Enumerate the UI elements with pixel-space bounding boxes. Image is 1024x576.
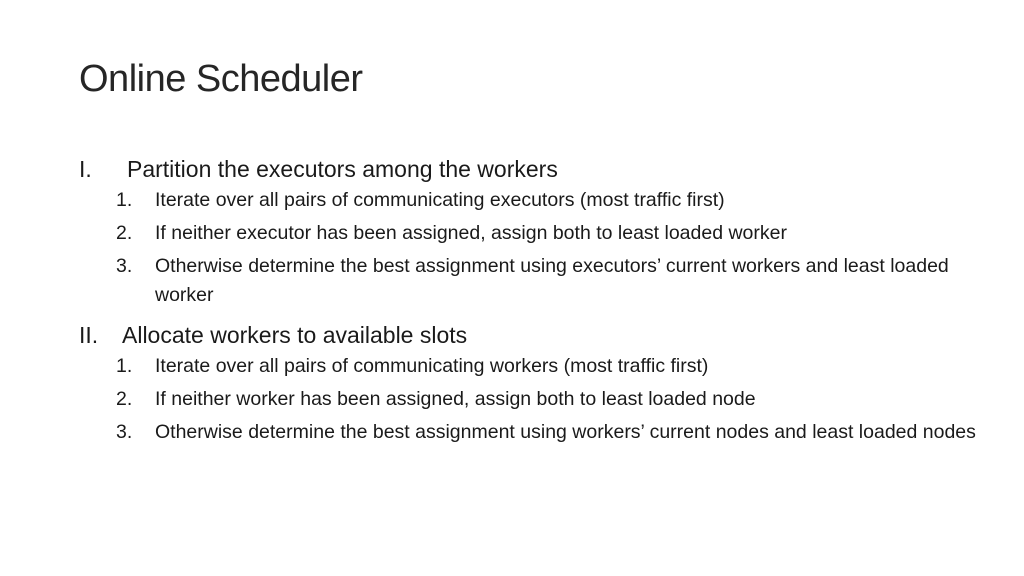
list-item — [79, 186, 979, 215]
item-text: If neither worker has been assigned, assign both to least loaded node — [155, 388, 756, 410]
list-item — [79, 219, 979, 248]
item-number: 3. — [116, 421, 133, 443]
section-heading-text: Allocate workers to available slots — [122, 322, 468, 348]
section-marker: II. — [79, 322, 99, 348]
item-text: Iterate over all pairs of communicating executors (most traffic first) — [155, 189, 725, 211]
item-text: If neither executor has been assigned, assign both to least loaded worker — [155, 222, 787, 244]
section-marker: I. — [79, 156, 92, 182]
item-number: 2. — [116, 388, 133, 410]
slide-content — [79, 152, 979, 455]
section-heading — [79, 318, 979, 352]
list-item — [79, 418, 979, 447]
item-number: 2. — [116, 222, 133, 244]
section-items — [79, 186, 979, 310]
section-items — [79, 352, 979, 447]
item-number: 1. — [116, 355, 133, 377]
slide-title: Online Scheduler — [79, 58, 363, 100]
list-item — [79, 252, 979, 310]
item-text: Otherwise determine the best assignment using executors’ current workers and least loaded worker — [155, 255, 949, 306]
item-text: Otherwise determine the best assignment using workers’ current nodes and least loaded nodes — [155, 421, 976, 443]
section-heading-text: Partition the executors among the workers — [127, 156, 558, 182]
list-item — [79, 385, 979, 414]
item-number: 1. — [116, 189, 133, 211]
item-text: Iterate over all pairs of communicating workers (most traffic first) — [155, 355, 709, 377]
section-heading — [79, 152, 979, 186]
list-item — [79, 352, 979, 381]
item-number: 3. — [116, 255, 133, 277]
